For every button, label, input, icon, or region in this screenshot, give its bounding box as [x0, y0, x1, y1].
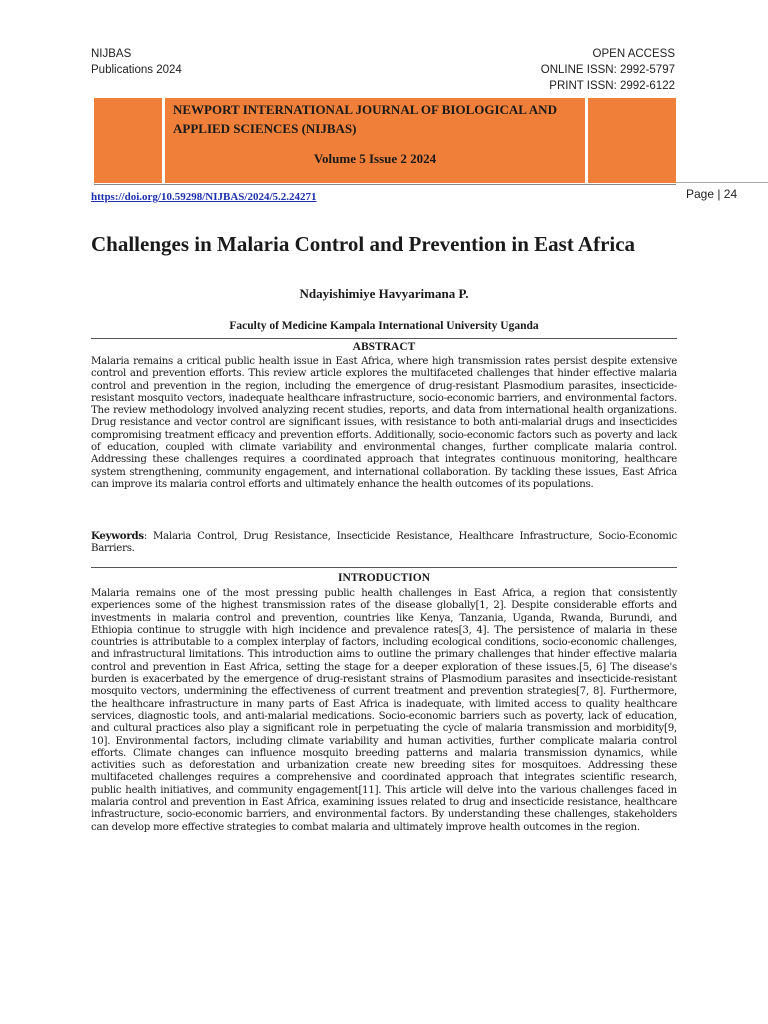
header-publication-year: Publications 2024: [91, 64, 182, 76]
keywords-list: : Malaria Control, Drug Resistance, Insecticide Resistance, Healthcare Infrastructure, Socio-Economic Barriers.: [91, 531, 677, 555]
banner-divider: [94, 184, 676, 185]
keywords: [91, 530, 677, 556]
keywords-label: Keywords: [91, 530, 144, 542]
header-online-issn: ONLINE ISSN: 2992-5797: [540, 64, 675, 76]
header-access-info: [541, 46, 675, 94]
page-number-divider: [676, 182, 768, 183]
header-journal-abbrev: NIJBAS: [91, 48, 132, 60]
page-number: Page | 24: [686, 187, 738, 201]
banner-center-block: [165, 98, 585, 183]
header-open-access: OPEN ACCESS: [592, 48, 675, 60]
abstract-text: Malaria remains a critical public health issue in East Africa, where high transmission rates persist despite extensive control and prevention efforts. This review article explores the multifaceted challenges that hinder effective malaria control and prevention in the region, including the emergence of drug-resistant Plasmodium parasites, insecticide-resistant mosquito vectors, inadequate healthcare infrastructure, socio-economic barriers, and environmental factors. The review methodology involved analyzing recent studies, reports, and data from international health organizations. Drug resistance and vector control are significant issues, with resistance to both anti-malarial drugs and insecticides compromising treatment efficacy and prevention efforts. Additionally, socio-economic factors such as poverty and lack of education, coupled with climate variability and environmental changes, further complicate malaria control. Addressing these challenges requires a coordinated approach that integrates continuous monitoring, healthcare system strengthening, community engagement, and international collaboration. By tackling these issues, East Africa can improve its malaria control efforts and ultimately enhance the health outcomes of its populations.: [91, 356, 677, 490]
header-print-issn: PRINT ISSN: 2992-6122: [549, 80, 675, 92]
introduction-heading: INTRODUCTION: [337, 572, 430, 584]
article-author: Ndayishimiye Havyarimana P.: [299, 286, 469, 301]
introduction-top-rule: [91, 567, 677, 568]
banner-left-block: [94, 98, 162, 183]
header-publisher: [91, 46, 182, 78]
journal-volume: Volume 5 Issue 2 2024: [313, 151, 437, 166]
introduction-text: Malaria remains one of the most pressing public health challenges in East Africa, a region that consistently experiences some of the highest transmission rates of the disease globally[1, 2]. Despite considerable efforts and investments in malaria control and prevention, countries like Kenya, Tanzania, Uganda, Rwanda, Burundi, and Ethiopia continue to struggle with high incidence and prevalence rates[3, 4]. The persistence of malaria in these countries is attributable to a complex interplay of factors, including ecological conditions, socio-economic challenges, and infrastructural limitations. This introduction aims to outline the primary challenges that hinder effective malaria control and prevention in East Africa, setting the stage for a deeper exploration of these issues.[5, 6] The disease's burden is exacerbated by the emergence of drug-resistant strains of Plasmodium parasites and insecticide-resistant mosquito vectors, undermining the effectiveness of current treatment and prevention strategies[7, 8]. Furthermore, the healthcare infrastructure in many parts of East Africa is inadequate, with limited access to quality healthcare services, diagnostic tools, and anti-malarial medications. Socio-economic barriers such as poverty, lack of education, and cultural practices also play a significant role in perpetuating the cycle of malaria transmission and morbidity[9, 10]. Environmental factors, including climate variability and human activities, further complicate malaria control efforts. Climate changes can influence mosquito breeding patterns and malaria transmission dynamics, while activities such as deforestation and urbanization create new breeding sites for mosquitoes. Addressing these multifaceted challenges requires a comprehensive and coordinated approach that integrates scientific research, public health initiatives, and community engagement[11]. This article will delve into the various challenges faced in malaria control and prevention in East Africa, examining issues related to drug and insecticide resistance, healthcare infrastructure, socio-economic barriers, and environmental factors. By understanding these challenges, stakeholders can develop more effective strategies to combat malaria and ultimately improve health outcomes in the region.: [91, 588, 677, 833]
abstract-top-rule: [91, 338, 677, 339]
article-title: Challenges in Malaria Control and Prevention in East Africa: [91, 232, 636, 256]
doi-link[interactable]: https://doi.org/10.59298/NIJBAS/2024/5.2.24271: [91, 191, 317, 203]
journal-banner: [94, 98, 676, 183]
banner-right-block: [588, 98, 676, 183]
abstract-heading: ABSTRACT: [352, 341, 416, 353]
author-affiliation: Faculty of Medicine Kampala International University Uganda: [229, 320, 539, 332]
journal-title: NEWPORT INTERNATIONAL JOURNAL OF BIOLOGICAL AND APPLIED SCIENCES (NIJBAS): [173, 102, 557, 136]
